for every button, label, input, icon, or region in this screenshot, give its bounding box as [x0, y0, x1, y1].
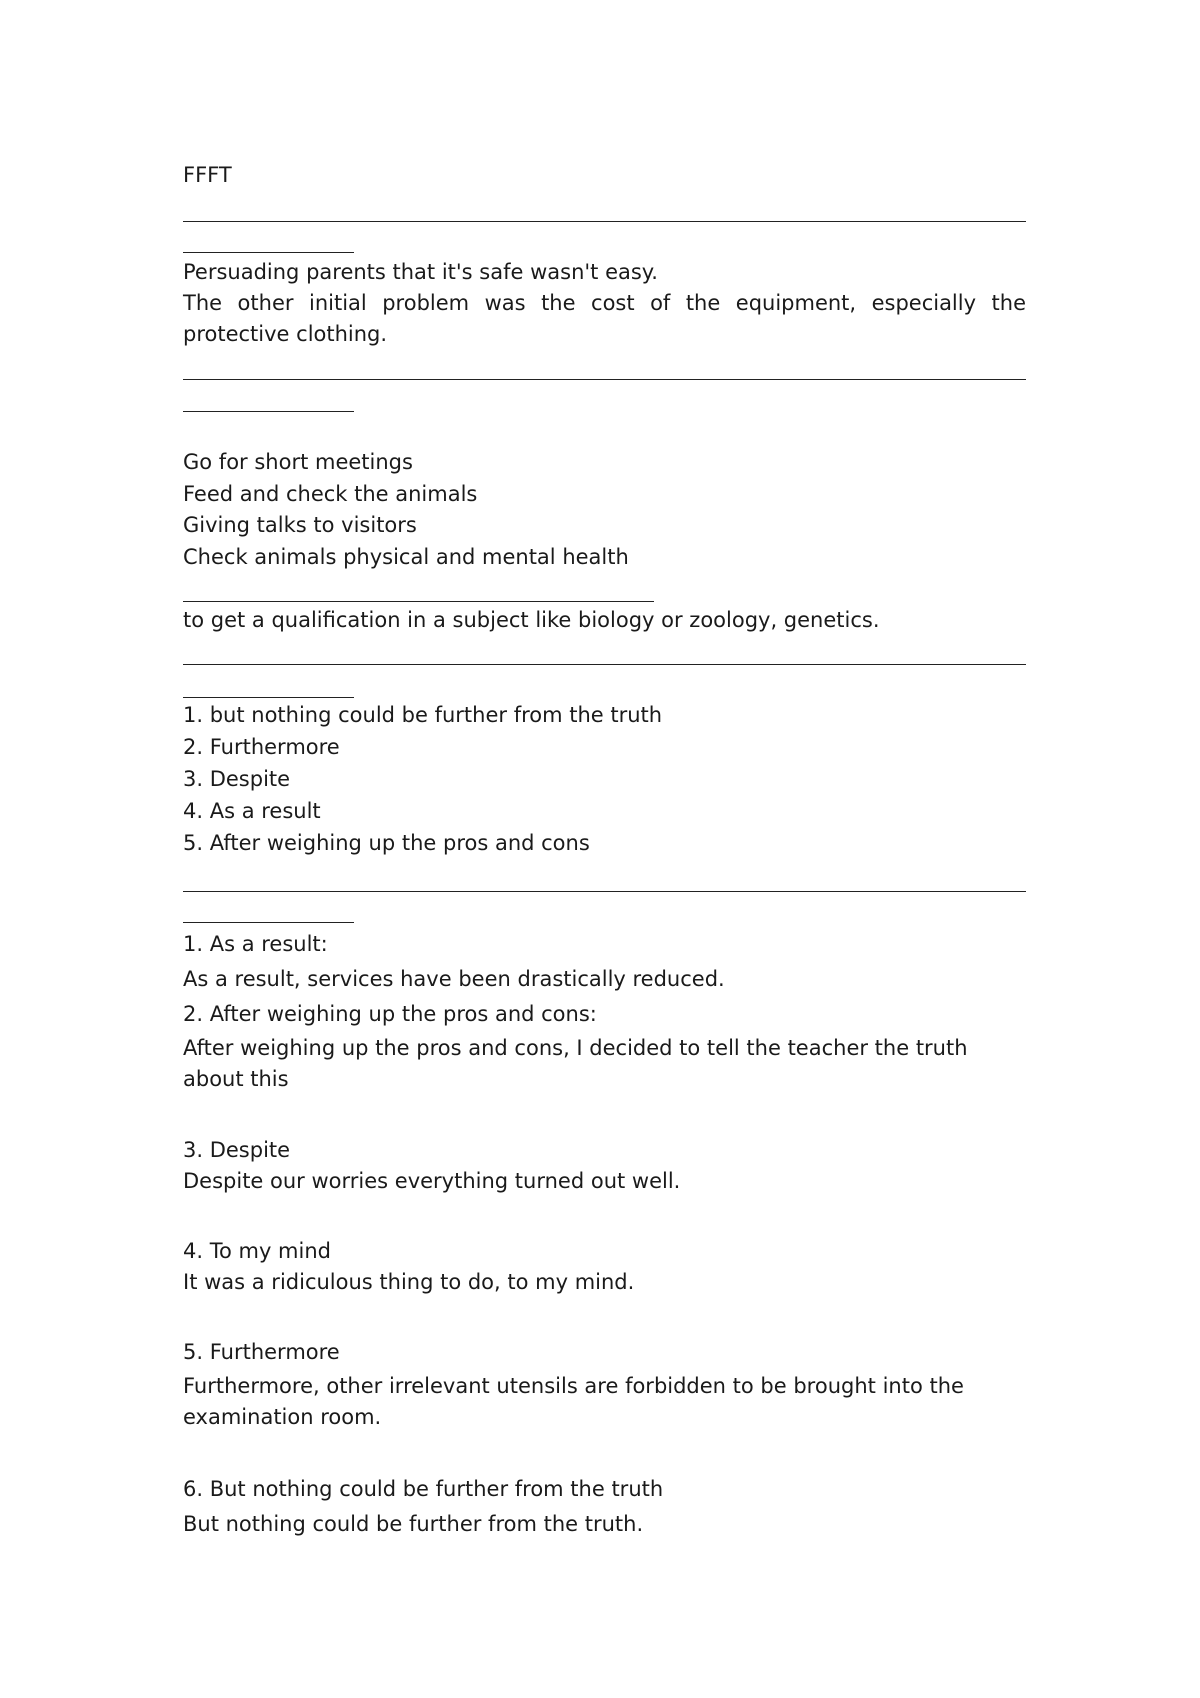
entry-heading: 2. After weighing up the pros and cons: [183, 1002, 597, 1026]
entry-sentence: Furthermore, other irrelevant utensils are forbidden to be brought into the examination room. [183, 1374, 964, 1429]
answer-line [183, 891, 1026, 892]
list-item: Check animals physical and mental health [183, 545, 629, 569]
page-title: FFFT [183, 163, 232, 187]
section3-text: to get a qualification in a subject like biology or zoology, genetics. [183, 608, 880, 632]
entry-sentence: As a result, services have been drastically reduced. [183, 967, 725, 991]
answer-line [183, 601, 654, 602]
list-item: 2. Furthermore [183, 735, 340, 759]
entry-heading: 5. Furthermore [183, 1340, 340, 1364]
list-item: Feed and check the animals [183, 482, 478, 506]
entry-sentence: But nothing could be further from the truth. [183, 1512, 644, 1536]
list-item: Go for short meetings [183, 450, 413, 474]
answer-line [183, 221, 1026, 222]
section1-line2: The other initial problem was the cost of the equipment, especially the protective clothing. [183, 291, 1026, 346]
list-item: 1. but nothing could be further from the truth [183, 703, 663, 727]
entry-heading: 4. To my mind [183, 1239, 331, 1263]
entry-sentence: Despite our worries everything turned out well. [183, 1169, 681, 1193]
answer-line [183, 697, 354, 698]
entry-heading: 1. As a result: [183, 932, 328, 956]
entry-sentence: After weighing up the pros and cons, I decided to tell the teacher the truth about this [183, 1036, 968, 1091]
entry-heading: 3. Despite [183, 1138, 291, 1162]
entry-heading: 6. But nothing could be further from the truth [183, 1477, 664, 1501]
list-item: 4. As a result [183, 799, 321, 823]
section1-line1: Persuading parents that it's safe wasn't easy. [183, 260, 658, 284]
answer-line [183, 664, 1026, 665]
list-item: 3. Despite [183, 767, 291, 791]
answer-line [183, 252, 354, 253]
answer-line [183, 379, 1026, 380]
answer-line [183, 922, 354, 923]
entry-sentence: It was a ridiculous thing to do, to my mind. [183, 1270, 635, 1294]
answer-line [183, 411, 354, 412]
list-item: 5. After weighing up the pros and cons [183, 831, 590, 855]
list-item: Giving talks to visitors [183, 513, 417, 537]
